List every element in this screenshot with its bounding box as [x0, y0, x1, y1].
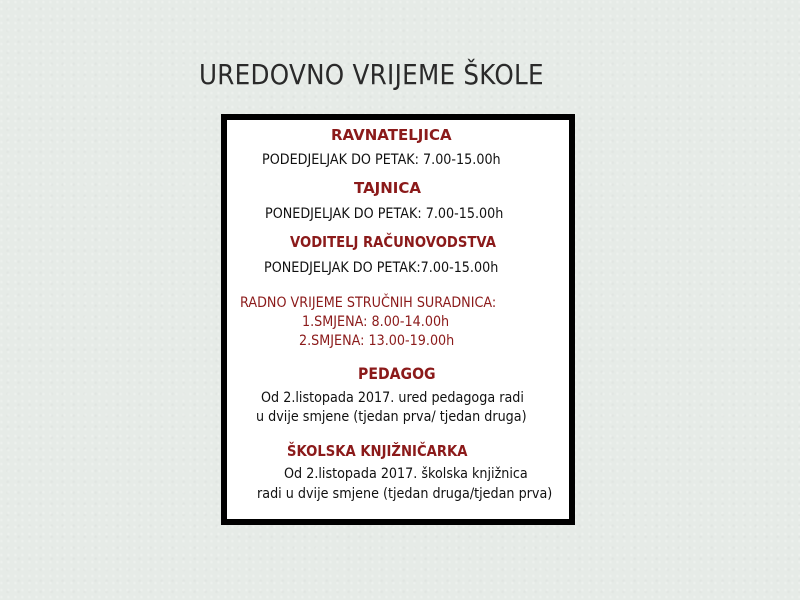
voditelj-hours: PONEDJELJAK DO PETAK:7.00-15.00h [264, 260, 499, 276]
suradnici-shift-1: 1.SMJENA: 8.00-14.00h [302, 314, 450, 330]
pedagog-note-1: Od 2.listopada 2017. ured pedagoga radi [261, 390, 524, 406]
pedagog-heading: PEDAGOG [358, 364, 436, 383]
voditelj-heading: VODITELJ RAČUNOVODSTVA [290, 233, 496, 251]
page-title: UREDOVNO VRIJEME ŠKOLE [199, 58, 544, 91]
pedagog-note-2: u dvije smjene (tjedan prva/ tjedan druga) [256, 409, 527, 425]
knjiznicarka-note-2: radi u dvije smjene (tjedan druga/tjedan prva) [257, 486, 553, 502]
office-hours-card [221, 114, 575, 525]
tajnica-hours: PONEDJELJAK DO PETAK: 7.00-15.00h [265, 206, 504, 222]
knjiznicarka-note-1: Od 2.listopada 2017. školska knjižnica [284, 466, 528, 482]
tajnica-heading: TAJNICA [354, 179, 422, 197]
ravnateljica-hours: PODEDJELJAK DO PETAK: 7.00-15.00h [262, 152, 501, 168]
suradnici-shift-2: 2.SMJENA: 13.00-19.00h [299, 333, 455, 349]
suradnici-heading: RADNO VRIJEME STRUČNIH SURADNICA: [240, 295, 497, 311]
ravnateljica-heading: RAVNATELJICA [331, 126, 452, 144]
knjiznicarka-heading: ŠKOLSKA KNJIŽNIČARKA [287, 442, 468, 460]
